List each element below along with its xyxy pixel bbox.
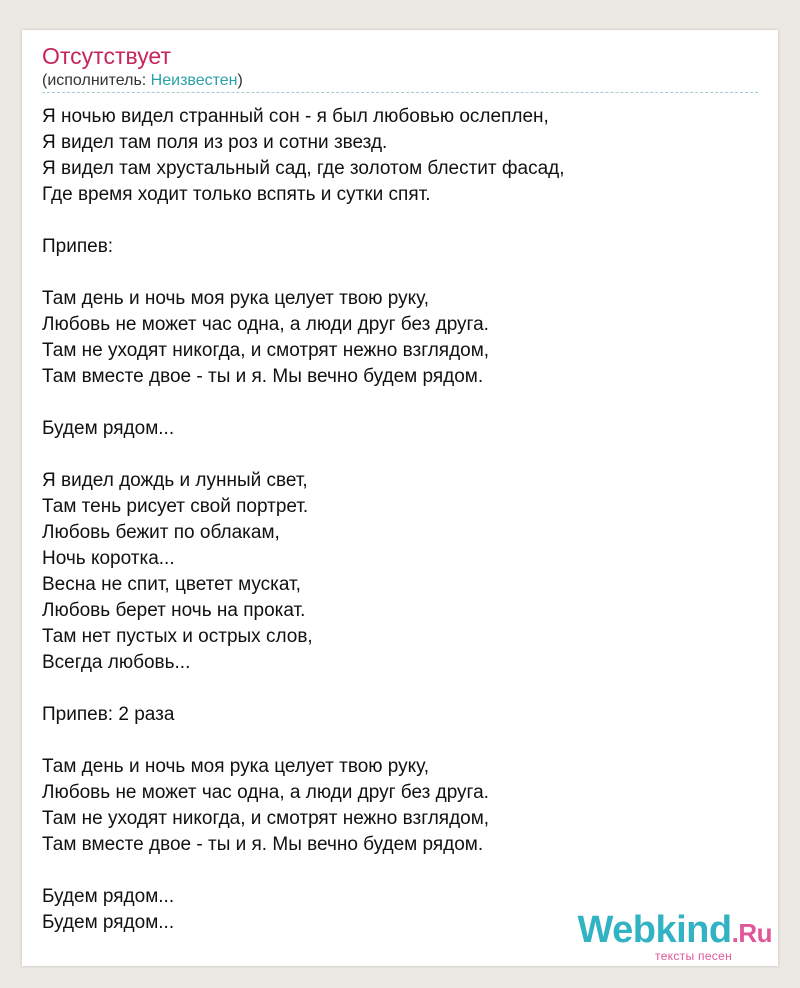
lyrics-line: Я видел дождь и лунный свет, bbox=[42, 470, 308, 491]
lyrics-line: Весна не спит, цветет мускат, bbox=[42, 574, 301, 595]
lyrics-line: Там день и ночь моя рука целует твою руку, bbox=[42, 756, 430, 777]
lyrics-line: Ночь коротка... bbox=[42, 548, 175, 569]
lyrics-line: Будем рядом... bbox=[42, 886, 175, 907]
performer-link[interactable]: Неизвестен bbox=[150, 72, 238, 89]
lyrics-blank-line bbox=[42, 858, 758, 884]
logo-tagline: тексты песен bbox=[655, 949, 732, 963]
logo-name: Webkind bbox=[577, 909, 732, 951]
lyrics-line: Там нет пустых и острых слов, bbox=[42, 626, 313, 647]
lyrics-line: Любовь берет ночь на прокат. bbox=[42, 600, 306, 621]
lyrics-line: Припев: 2 раза bbox=[42, 704, 175, 725]
song-title: Отсутствует bbox=[42, 43, 171, 69]
performer-line bbox=[42, 71, 758, 91]
lyrics-text bbox=[42, 104, 758, 936]
lyrics-blank-line bbox=[42, 260, 758, 286]
lyrics-line: Там не уходят никогда, и смотрят нежно взглядом, bbox=[42, 808, 490, 829]
lyrics-line: Там вместе двое - ты и я. Мы вечно будем рядом. bbox=[42, 834, 484, 855]
lyrics-line: Там вместе двое - ты и я. Мы вечно будем рядом. bbox=[42, 366, 484, 387]
performer-prefix: (исполнитель: bbox=[42, 72, 151, 89]
lyrics-blank-line bbox=[42, 676, 758, 702]
lyrics-blank-line bbox=[42, 442, 758, 468]
lyrics-line: Там день и ночь моя рука целует твою руку, bbox=[42, 288, 430, 309]
lyrics-blank-line bbox=[42, 728, 758, 754]
lyrics-line: Припев: bbox=[42, 236, 114, 257]
lyrics-line: Я видел там поля из роз и сотни звезд. bbox=[42, 132, 388, 153]
lyrics-line: Любовь бежит по облакам, bbox=[42, 522, 280, 543]
lyrics-line: Любовь не может час одна, а люди друг без друга. bbox=[42, 782, 489, 803]
lyrics-line: Я видел там хрустальный сад, где золотом блестит фасад, bbox=[42, 158, 565, 179]
lyrics-card bbox=[22, 30, 778, 966]
lyrics-line: Будем рядом... bbox=[42, 912, 175, 933]
logo-wordmark bbox=[577, 911, 772, 952]
lyrics-line: Где время ходит только вспять и сутки спят. bbox=[42, 184, 431, 205]
lyrics-line: Любовь не может час одна, а люди друг без друга. bbox=[42, 314, 489, 335]
webkind-logo[interactable] bbox=[577, 911, 772, 962]
lyrics-line: Там не уходят никогда, и смотрят нежно взглядом, bbox=[42, 340, 490, 361]
logo-tld: .Ru bbox=[731, 918, 772, 948]
lyrics-blank-line bbox=[42, 208, 758, 234]
lyrics-blank-line bbox=[42, 390, 758, 416]
song-header bbox=[42, 42, 758, 91]
lyrics-line: Будем рядом... bbox=[42, 418, 175, 439]
header-divider bbox=[42, 92, 758, 93]
performer-suffix: ) bbox=[237, 72, 243, 89]
lyrics-line: Там тень рисует свой портрет. bbox=[42, 496, 309, 517]
lyrics-line: Я ночью видел странный сон - я был любовью ослеплен, bbox=[42, 106, 549, 127]
lyrics-line: Всегда любовь... bbox=[42, 652, 191, 673]
